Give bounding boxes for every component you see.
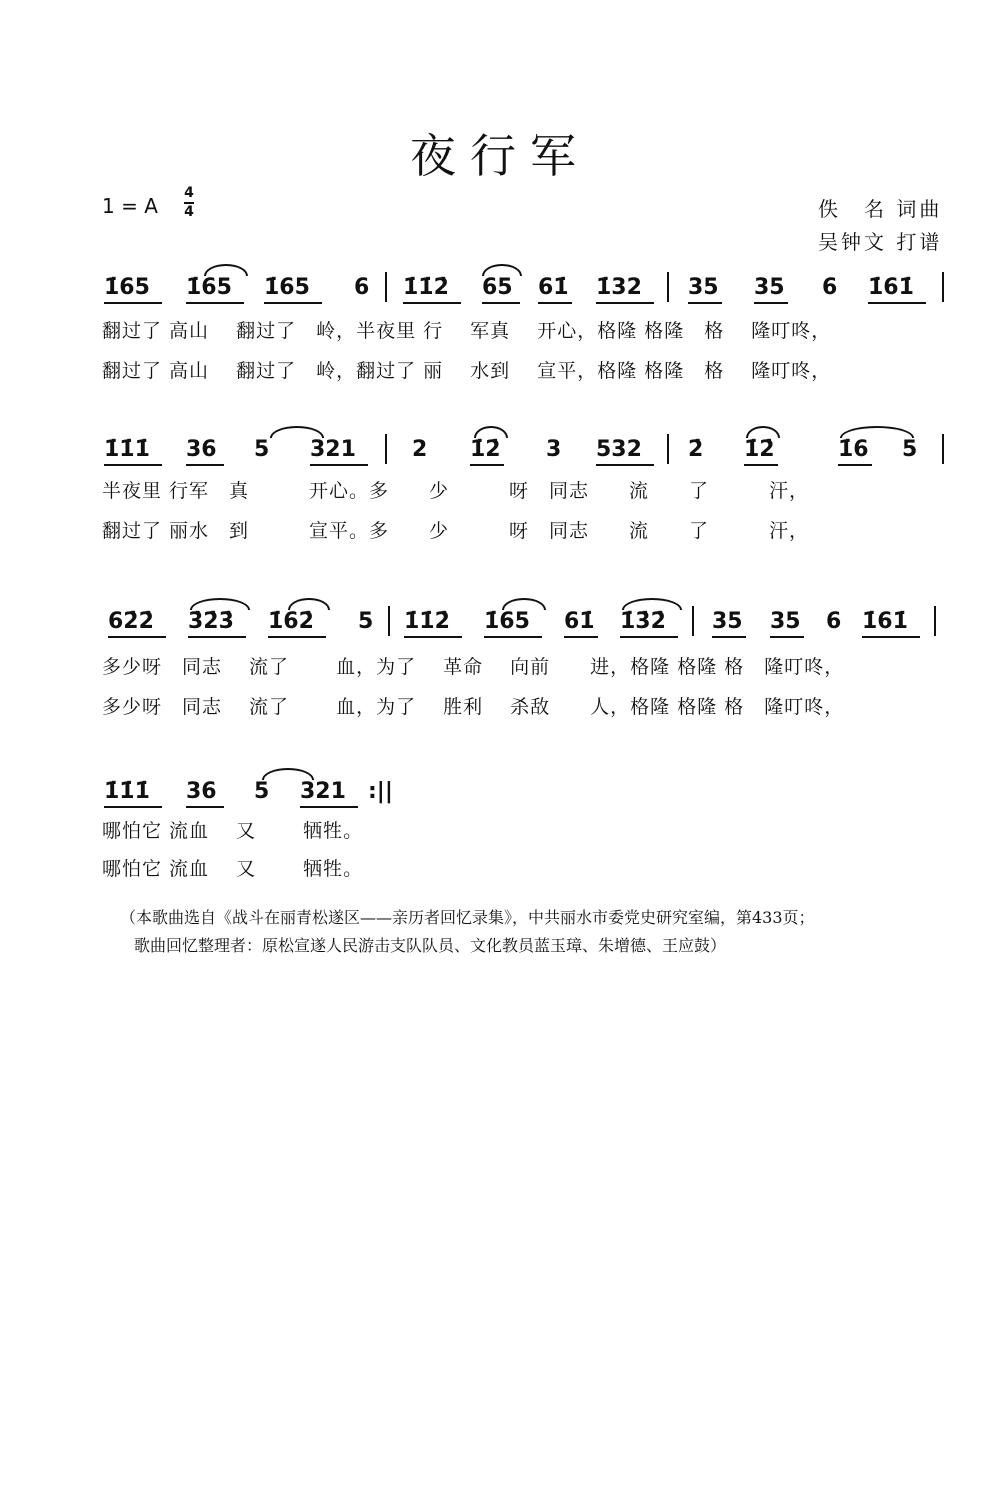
note-group: 2	[412, 437, 428, 462]
note-group: 35	[754, 275, 785, 300]
underline	[268, 636, 326, 638]
slur	[622, 598, 682, 610]
note-group: 5	[254, 437, 270, 462]
slur	[502, 598, 546, 610]
underline	[404, 636, 462, 638]
note-group: 65	[482, 275, 513, 300]
note-group: 36	[186, 437, 217, 462]
slur	[270, 426, 324, 438]
note-group: 35	[770, 609, 801, 634]
underline	[538, 302, 572, 304]
barline	[667, 434, 669, 464]
note-group: 532	[596, 437, 642, 462]
note-group: 321	[310, 437, 356, 462]
underline	[754, 302, 788, 304]
barline	[388, 606, 390, 636]
underline	[564, 636, 598, 638]
lyric-line-2-verse-2: 翻过了 丽水 到 宣平。多 少 呀 同志 流 了 汗，	[102, 520, 810, 542]
credit-composer: 佚 名 词曲	[818, 197, 943, 221]
slur	[190, 598, 250, 610]
underline	[264, 302, 322, 304]
slur	[288, 598, 330, 610]
lyric-line-4-verse-2: 哪怕它 流血 又 牺牲。	[102, 858, 364, 880]
note-group: 61̇	[564, 609, 595, 634]
source-note	[120, 904, 960, 960]
note-group: 1̇65	[186, 275, 232, 300]
note-group: 6	[354, 275, 370, 300]
lyric-line-1-verse-1: 翻过了 高山 翻过了 岭，半夜里 行 军真 开心，格隆 格隆 格 隆叮咚，	[102, 320, 832, 342]
underline	[186, 302, 244, 304]
underline	[838, 464, 872, 466]
underline	[108, 636, 166, 638]
underline	[186, 464, 224, 466]
note-group: 1̇6	[838, 437, 869, 462]
meter-bottom: 4	[184, 204, 194, 220]
underline	[470, 464, 504, 466]
barline	[385, 272, 387, 302]
slur	[474, 426, 508, 438]
note-group: 1̇2̇	[744, 437, 775, 462]
underline	[868, 302, 926, 304]
meter-top: 4	[184, 185, 194, 201]
key-signature: 1 = A	[102, 194, 158, 218]
note-group: 62̇2̇	[108, 609, 154, 634]
note-group: 321	[300, 779, 346, 804]
music-line-2	[0, 430, 1000, 474]
note-group: 2̇	[688, 437, 704, 462]
slur	[746, 426, 780, 438]
barline	[942, 434, 944, 464]
time-signature	[184, 186, 194, 220]
note-group: 6	[822, 275, 838, 300]
underline	[186, 806, 224, 808]
underline	[712, 636, 746, 638]
note-group: 3̇2̇3̇	[188, 609, 234, 634]
slur	[840, 426, 914, 438]
underline	[596, 302, 654, 304]
note-group: 1̇1̇2̇	[403, 275, 449, 300]
underline	[620, 636, 678, 638]
note-group: 35	[688, 275, 719, 300]
note-group: 1̇3̇2̇	[620, 609, 666, 634]
note-group: 61̇	[538, 275, 569, 300]
note-group: 3	[546, 437, 562, 462]
note-group: 1̇1̇1̇	[104, 437, 150, 462]
underline	[403, 302, 461, 304]
lyric-line-4-verse-1: 哪怕它 流血 又 牺牲。	[102, 820, 364, 842]
note-group: 1̇62̇	[268, 609, 314, 634]
underline	[188, 636, 246, 638]
note-group: 5	[902, 437, 918, 462]
barline	[692, 606, 694, 636]
underline	[770, 636, 804, 638]
lyric-line-3-verse-1: 多少呀 同志 流了 血，为了 革命 向前 进，格隆 格隆 格 隆叮咚，	[102, 656, 845, 678]
note-group: 1̇61̇	[868, 275, 914, 300]
note-group: 36	[186, 779, 217, 804]
underline	[484, 636, 542, 638]
note-group: 1̇1̇1̇	[104, 779, 150, 804]
lyric-line-2-verse-1: 半夜里 行军 真 开心。多 少 呀 同志 流 了 汗，	[102, 480, 810, 502]
underline	[482, 302, 520, 304]
underline	[104, 806, 162, 808]
slur	[482, 264, 522, 276]
barline	[667, 272, 669, 302]
note-group: 35	[712, 609, 743, 634]
barline	[942, 272, 944, 302]
note-group: 1̇1̇2̇	[404, 609, 450, 634]
repeat-end: :||	[368, 779, 393, 804]
note-group: 1̇65	[104, 275, 150, 300]
underline	[300, 806, 358, 808]
music-line-3	[0, 602, 1000, 646]
slur	[204, 264, 248, 276]
song-title: 夜行军	[410, 129, 590, 183]
slur	[262, 768, 314, 780]
credit-transcriber: 吴钟文 打谱	[818, 230, 943, 254]
note-group: 1̇32	[596, 275, 642, 300]
note-group: 5	[358, 609, 374, 634]
underline	[688, 302, 722, 304]
note-group: 6	[826, 609, 842, 634]
note-group: 1̇65	[484, 609, 530, 634]
lyric-line-1-verse-2: 翻过了 高山 翻过了 岭，翻过了 丽 水到 宣平，格隆 格隆 格 隆叮咚，	[102, 360, 832, 382]
note-group: 5	[254, 779, 270, 804]
underline	[862, 636, 920, 638]
underline	[310, 464, 368, 466]
barline	[934, 606, 936, 636]
note-group: 1̇2̇	[470, 437, 501, 462]
music-line-1	[0, 268, 1000, 312]
note-group: 1̇61̇	[862, 609, 908, 634]
source-note-line-1: （本歌曲选自《战斗在丽青松遂区——亲历者回忆录集》，中共丽水市委党史研究室编，第433页；	[120, 908, 815, 927]
underline	[104, 464, 162, 466]
underline	[104, 302, 162, 304]
barline	[385, 434, 387, 464]
source-note-line-2: 歌曲回忆整理者：原松宣遂人民游击支队队员、文化教员蓝玉璋、朱增德、王应鼓）	[134, 936, 727, 955]
note-group: 1̇65	[264, 275, 310, 300]
music-line-4	[0, 772, 1000, 816]
lyric-line-3-verse-2: 多少呀 同志 流了 血，为了 胜利 杀敌 人，格隆 格隆 格 隆叮咚，	[102, 696, 845, 718]
underline	[744, 464, 778, 466]
underline	[596, 464, 654, 466]
